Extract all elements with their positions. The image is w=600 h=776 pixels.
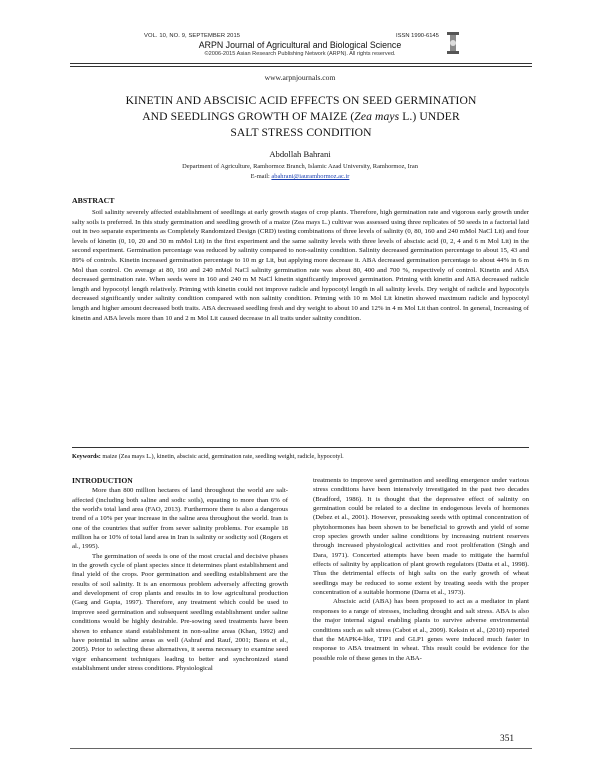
column-right — [313, 476, 529, 663]
article-title — [70, 93, 532, 141]
header-rule-top — [70, 63, 532, 64]
email-label: E-mail: — [250, 173, 272, 180]
title-line-1: KINETIN AND ABSCISIC ACID EFFECTS ON SEED GERMINATION — [125, 94, 477, 107]
abstract-heading: ABSTRACT — [72, 196, 115, 205]
abstract-text: Soil salinity severely affected establishment of seedlings at early growth stages of crop plants. Therefore, high germination rate and vigorous early growth under salty soils is preferred. In this study germination and seedling growth of a maize (Zea mays L.) cultivar was assessed using three replicates of 50 seeds in a factorial laid out in two separate experiments as Completely Randomized Design (CRD) testing combinations of three levels of salinity (0, 80, 160 and 240 mMol NaCl Lit) and four levels of kinetin (0, 10, 20 and 30 m mMol Lit) in the first experiment and the same salinity levels with three levels of abscisic acid (0, 2, 4 and 6 m Mol Lit) in the second experiment. Germination percentage was reduced by salinity compared to non-salinity condition. Salinity decreased germination percentage to about 15, 43 and 89% of controls. Kinetin increased germination percentage to 10 m gr Lit, but applying more decrease it. ABA decreased germination percentage to about 44% in 6 m Mol than control. On average at 80, 160 and 240 mMol NaCl salinity germination rate was about 80, 400 and 700 %, respectively of control. Kinetin and ABA decreased germination rate. When seeds were in 160 and 240 m M NaCl kinetin significantly improved germination. Priming with kinetin and ABA decreased radicle length and hypocotyl length relatively. Priming with kinetin could not improve radicle and hypocotyl length in all salinity levels. Dry weight of radicle and hypocotyls decreased significantly under salinity condition compared with non salinity condition. Priming with 10 m Mol Lit kinetin showed maximum radicle and hypocotyl length and higher amount decreased both traits. ABA decreased seedling fresh and dry weight to about 10 and 12% in 4 m Mol Lit than control. In general, Increasing of kinetin and ABA levels more than 10 and 2 m Mol Lit caused decrease in all traits under salinity condition. — [72, 209, 529, 322]
title-line-2 — [70, 109, 532, 125]
intro-paragraph-3: treatments to improve seed germination and seedling emergence under various stress conditions have been intensively investigated in the past two decades (Bradford, 1986). It is thought that the depressive effect of salinity on germination could be related to a decline in endogenous levels of hormones (Debez et al., 2001). However, presoaking seeds with optimal concentration of phytohormones has been shown to be beneficial to growth and yield of some crop species growth under saline conditions by increasing nutrient reserves through increased physiological activities and root proliferation (Singh and Dara, 1971). Concerted attempts have been made to mitigate the harmful effects of salinity by application of plant growth regulators (Datta et al., 1998). Thus the detrimental effects of high salts on the early growth of wheat seedlings may be reduced to some extent by treating seeds with the proper concentration of a suitable hormone (Darra et al., 1973). — [313, 477, 529, 597]
footer-rule — [70, 748, 532, 749]
page-number: 351 — [500, 734, 515, 744]
section-heading-introduction: INTRODUCTION — [72, 476, 133, 485]
issn: ISSN 1990-6145 — [396, 33, 439, 39]
title-line-2-post: L.) UNDER — [399, 110, 460, 123]
keywords-label: Keywords: — [72, 453, 101, 460]
keywords-text: maize (Zea mays L.), kinetin, abscisic acid, germination rate, seedling weight, radicle, hypocotyl. — [100, 453, 344, 460]
keywords — [72, 453, 529, 460]
journal-website: www.arpnjournals.com — [264, 73, 336, 82]
header-rule-bottom — [70, 66, 532, 67]
author-name: Abdollah Bahrani — [269, 149, 331, 159]
email-link[interactable]: abahrani@iauramhormoz.ac.ir — [271, 173, 350, 180]
journal-name: ARPN Journal of Agricultural and Biological Science — [198, 40, 402, 50]
intro-paragraph-1: More than 800 million hectares of land throughout the world are salt-affected (including both saline and sodic soils), equating to more than 6% of the world's total land area (FAO, 2013). Furthermore there is also a dangerous trend of a 10% per year increase in the saline area throughout the world. Iran is one of the countries that suffer from sever salinity problems. For example 18 million ha or 10% of total land area in Iran is salinity or sodicity soil (Rogers et al., 1995). — [72, 487, 288, 551]
author-email-line — [0, 173, 600, 180]
title-species-name: Zea mays — [354, 110, 400, 123]
intro-paragraph-4: Abscisic acid (ABA) has been proposed to act as a mediator in plant responses to a range of stresses, including drought and salt stress. ABA is also the major internal signal enabling plants to survive adverse environmental conditions such as salt stress (Cabot et al., 2009). Keksin et al., (2010) reported that the MAPK4-like, TIP1 and GLP1 genes were induced much faster in response to ABA treatment in wheat. This result could be evidence for the possible role of these genes in the ABA- — [313, 598, 529, 662]
column-left — [72, 476, 288, 673]
copyright: ©2006-2015 Asian Research Publishing Network (ARPN). All rights reserved. — [204, 51, 396, 57]
keywords-rule — [72, 447, 529, 448]
title-line-3: SALT STRESS CONDITION — [230, 126, 372, 139]
intro-paragraph-2: The germination of seeds is one of the most crucial and decisive phases in the growth cycle of plant species since it determines plant establishment and final yield of the crops. Poor germination and seedling establishment are the results of soil salinity. It is an enormous problem adversely affecting growth and development of crop plants and results in to low agricultural production (Garg and Gupta, 1997). Therefore, any treatment which could be used to improve seed germination and subsequent seedling establishment under saline conditions would be highly desirable. Pre-sowing seed treatments have been shown to enhance stand establishment in non-saline areas (Khan, 1992) and have potential in saline areas as well (Ashraf and Rauf, 2001; Basra et al., 2005). Prior to selecting these alternatives, it seems necessary to examine seed vigor enhancement techniques leading to better and synchronized stand establishment under stress conditions. Physiological — [72, 552, 288, 672]
author-affiliation: Department of Agriculture, Ramhormoz Branch, Islamic Azad University, Ramhormoz, Iran — [182, 163, 418, 170]
title-line-2-pre: AND SEEDLINGS GROWTH OF MAIZE ( — [142, 110, 355, 123]
volume-info: VOL. 10, NO. 9, SEPTEMBER 2015 — [144, 33, 241, 39]
